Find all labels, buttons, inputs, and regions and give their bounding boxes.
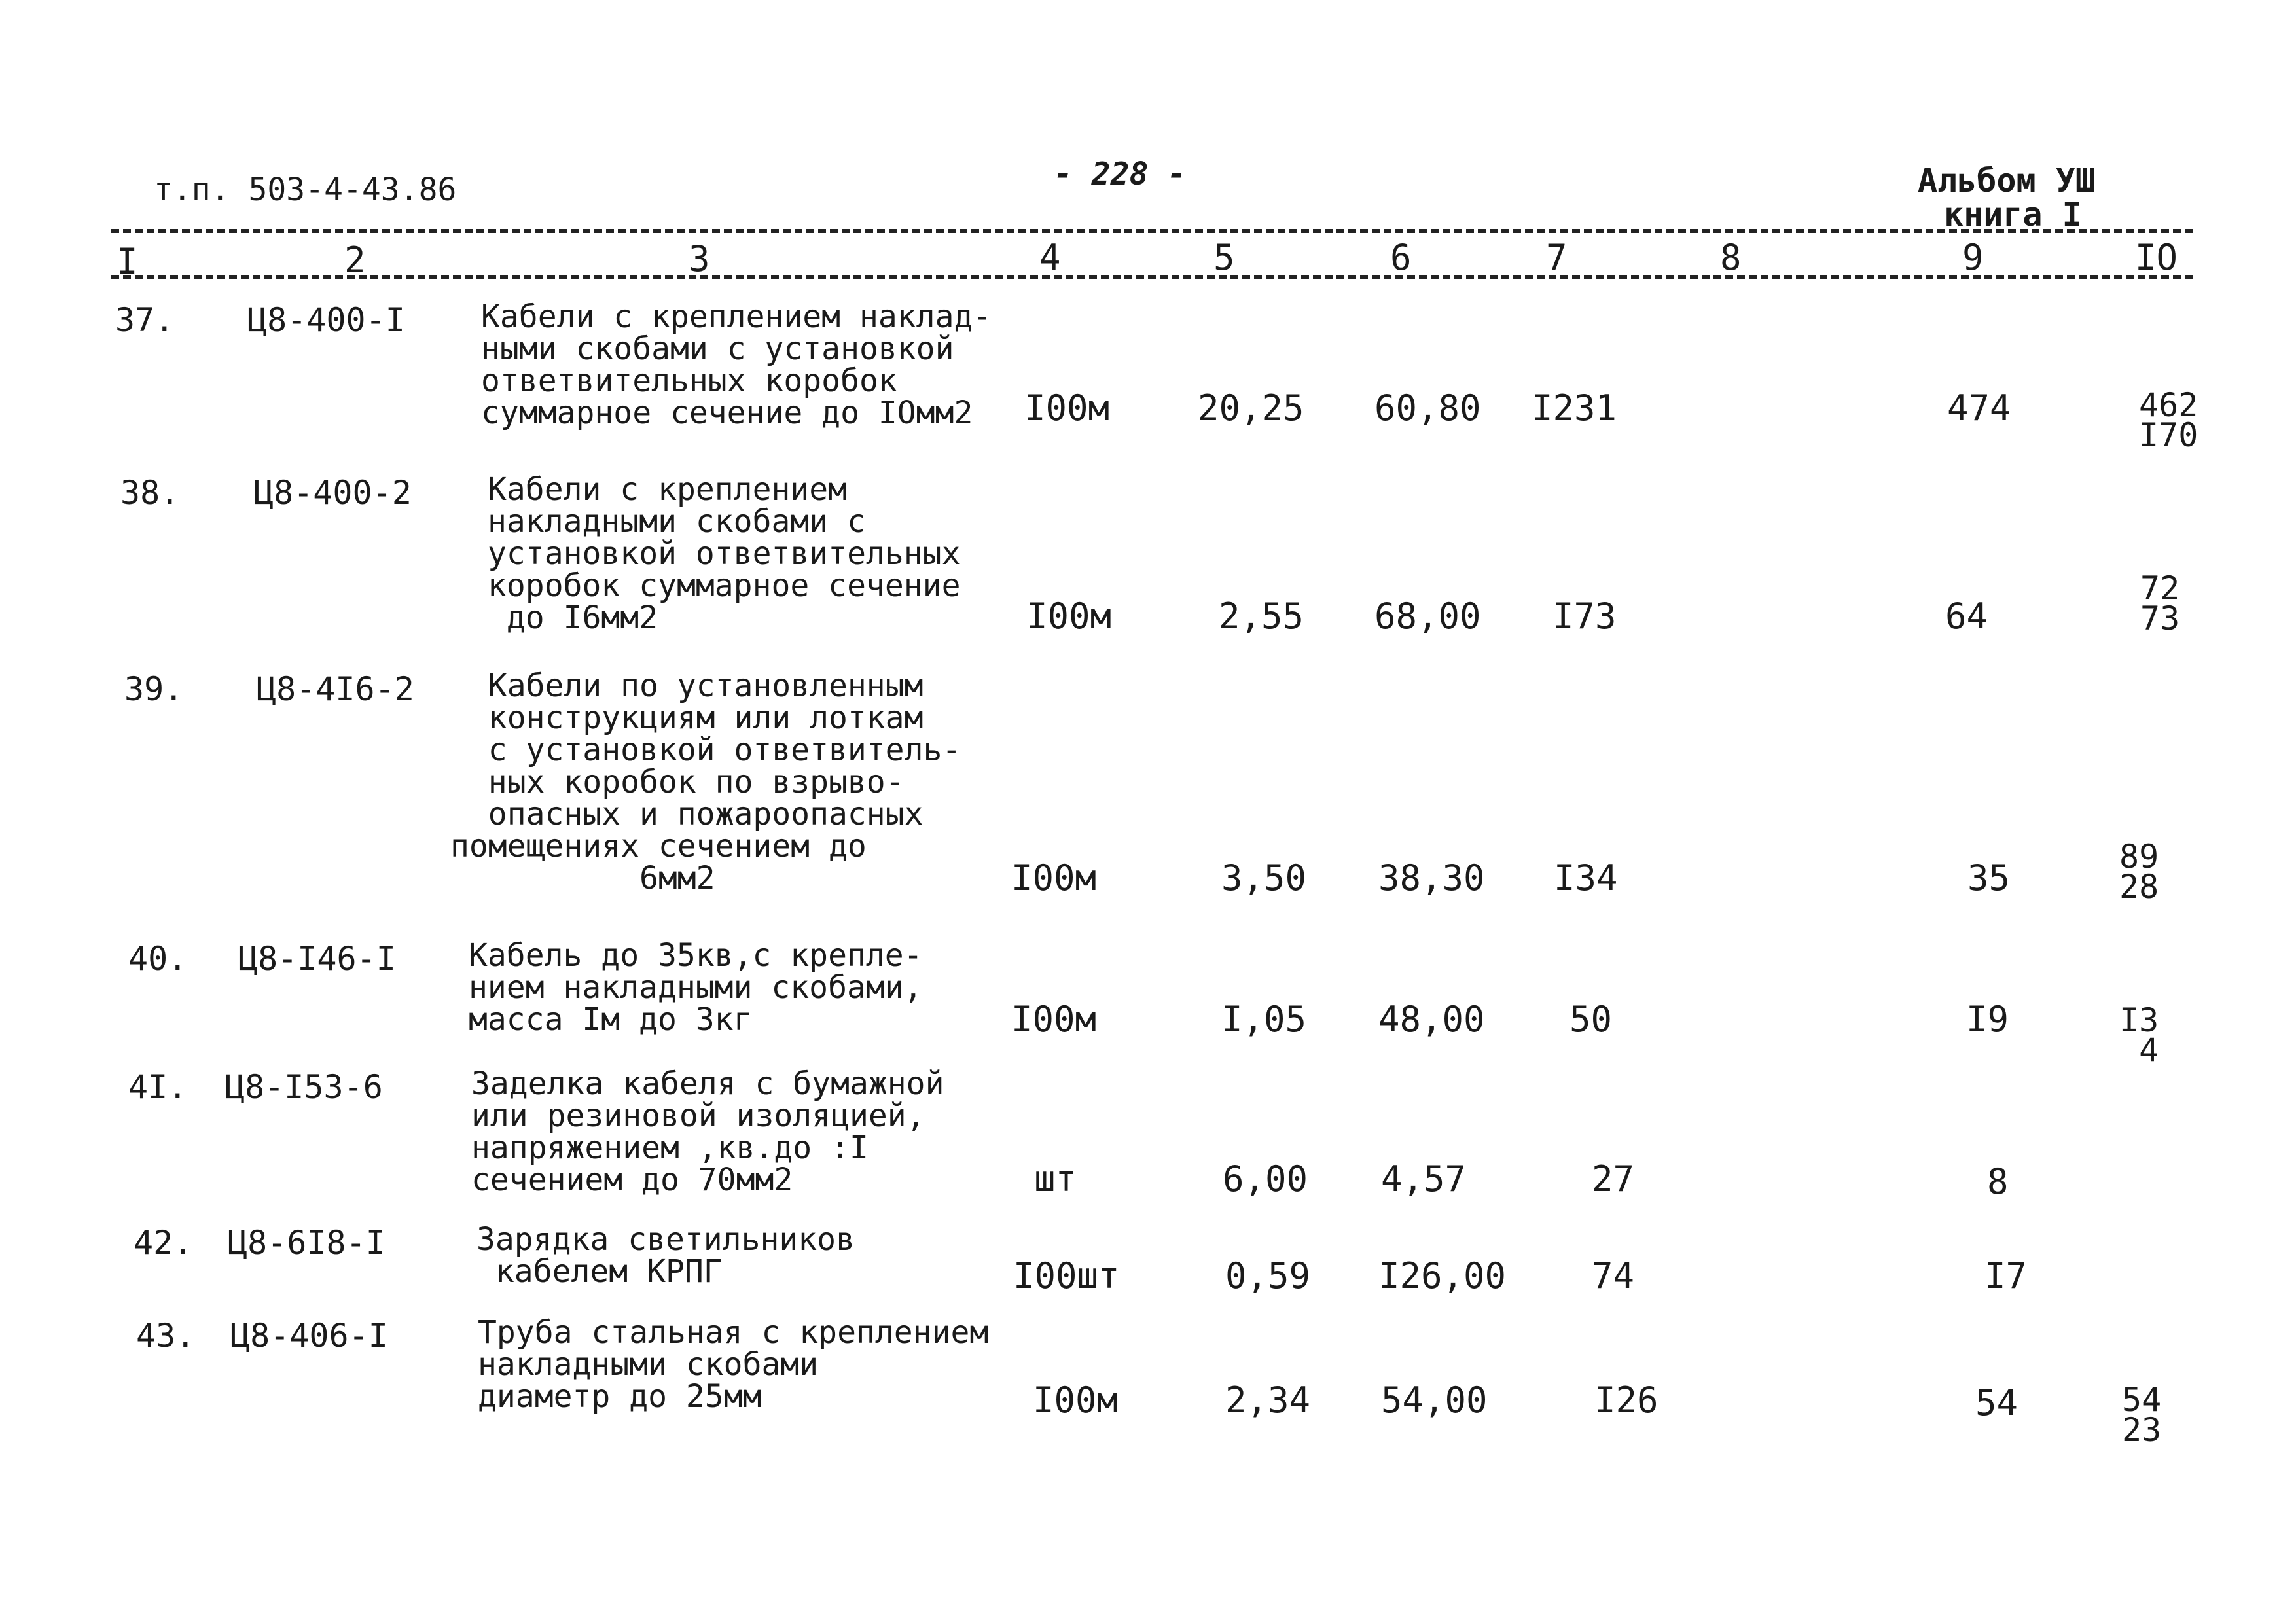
column-9-value: I7 bbox=[1984, 1255, 2028, 1296]
column-9-value: 35 bbox=[1967, 857, 2011, 899]
rate-code: Ц8-4I6-2 bbox=[257, 670, 414, 708]
work-description: Кабели с креплением наклад- ными скобами с установкой ответвительных коробок суммарное сечение до IОмм2 bbox=[481, 298, 992, 431]
column-10-value: I3 4 bbox=[2119, 1001, 2159, 1069]
header-bottom-rule bbox=[111, 275, 2193, 279]
unit-price: 54,00 bbox=[1381, 1380, 1488, 1421]
column-number-2: 2 bbox=[344, 240, 366, 281]
header-top-rule bbox=[111, 229, 2193, 233]
unit-price: 38,30 bbox=[1378, 857, 1485, 899]
column-number-10: IO bbox=[2135, 237, 2178, 278]
row-number: 39. bbox=[124, 670, 184, 708]
quantity: 3,50 bbox=[1221, 857, 1307, 899]
page-number: - 228 - bbox=[1054, 156, 1187, 192]
work-description: Кабель до 35кв,с крепле- нием накладными скобами, масса Iм до 3кг bbox=[469, 937, 923, 1038]
total-cost: 74 bbox=[1592, 1255, 1635, 1296]
rate-code: Ц8-406-I bbox=[230, 1317, 388, 1355]
document-code: т.п. 503-4-43.86 bbox=[154, 171, 457, 208]
row-number: 4I. bbox=[128, 1068, 188, 1106]
total-cost: I231 bbox=[1532, 387, 1617, 429]
work-description: Зарядка светильников кабелем КРПГ bbox=[476, 1221, 855, 1290]
quantity: 6,00 bbox=[1223, 1158, 1308, 1200]
work-description: Заделка кабеля с бумажной или резиновой изоляцией, напряжением ,кв.до :I сечением до 70мм2 bbox=[471, 1065, 944, 1198]
row-number: 42. bbox=[134, 1224, 193, 1262]
quantity: 0,59 bbox=[1225, 1255, 1311, 1296]
row-number: 40. bbox=[128, 940, 188, 978]
unit-price: 60,80 bbox=[1374, 387, 1481, 429]
column-number-4: 4 bbox=[1039, 237, 1061, 278]
unit: I00м bbox=[1033, 1380, 1119, 1421]
column-9-value: 474 bbox=[1947, 387, 2011, 429]
column-10-value: 54 23 bbox=[2122, 1381, 2162, 1449]
album-line: Альбом УШ bbox=[1918, 162, 2095, 200]
unit: I00м bbox=[1011, 857, 1097, 899]
work-description: Кабели с креплением накладными скобами с установкой ответвительных коробок суммарное сечение до I6мм2 bbox=[488, 471, 961, 636]
column-number-8: 8 bbox=[1720, 237, 1742, 278]
column-number-5: 5 bbox=[1213, 237, 1235, 278]
column-10-value: 72 73 bbox=[2140, 569, 2180, 637]
column-10-value: 462 I70 bbox=[2139, 386, 2198, 454]
rate-code: Ц8-400-2 bbox=[254, 474, 412, 512]
column-9-value: 64 bbox=[1945, 596, 1988, 637]
column-number-7: 7 bbox=[1546, 237, 1568, 278]
unit: шт bbox=[1034, 1158, 1077, 1200]
quantity: 2,55 bbox=[1219, 596, 1304, 637]
unit: I00м bbox=[1026, 596, 1112, 637]
quantity: I,05 bbox=[1221, 999, 1307, 1040]
quantity: 20,25 bbox=[1198, 387, 1304, 429]
rate-code: Ц8-400-I bbox=[247, 301, 405, 339]
unit: I00м bbox=[1024, 387, 1110, 429]
unit-price: 4,57 bbox=[1381, 1158, 1467, 1200]
column-number-6: 6 bbox=[1390, 237, 1412, 278]
column-number-3: 3 bbox=[689, 238, 710, 279]
unit-price: I26,00 bbox=[1378, 1255, 1507, 1296]
rate-code: Ц8-I53-6 bbox=[225, 1068, 383, 1106]
column-9-value: 54 bbox=[1975, 1382, 2018, 1423]
row-number: 38. bbox=[120, 474, 180, 512]
total-cost: 27 bbox=[1592, 1158, 1635, 1200]
row-number: 37. bbox=[115, 301, 175, 339]
unit-price: 68,00 bbox=[1374, 596, 1481, 637]
unit: I00шт bbox=[1013, 1255, 1120, 1296]
column-number-9: 9 bbox=[1962, 237, 1984, 278]
book-line: книга I bbox=[1944, 196, 2082, 234]
unit: I00м bbox=[1011, 999, 1097, 1040]
total-cost: I26 bbox=[1594, 1380, 1659, 1421]
row-number: 43. bbox=[136, 1317, 196, 1355]
total-cost: I73 bbox=[1552, 596, 1617, 637]
unit-price: 48,00 bbox=[1378, 999, 1485, 1040]
total-cost: I34 bbox=[1554, 857, 1618, 899]
work-description: Труба стальная с креплением накладными скобами диаметр до 25мм bbox=[478, 1314, 989, 1415]
rate-code: Ц8-6I8-I bbox=[228, 1224, 386, 1262]
rate-code: Ц8-I46-I bbox=[238, 940, 396, 978]
album-label bbox=[1918, 164, 2095, 232]
total-cost: 50 bbox=[1570, 999, 1613, 1040]
column-10-value: 89 28 bbox=[2119, 838, 2159, 906]
work-description: Кабели по установленным конструкциям или лоткам с установкой ответвитель- ных коробок по взрыво- опасных и пожароопасных помещениях сечением до 6мм2 bbox=[450, 668, 961, 897]
column-9-value: I9 bbox=[1966, 999, 2009, 1040]
quantity: 2,34 bbox=[1225, 1380, 1311, 1421]
column-number-1: I bbox=[117, 241, 138, 282]
column-9-value: 8 bbox=[1987, 1161, 2009, 1202]
